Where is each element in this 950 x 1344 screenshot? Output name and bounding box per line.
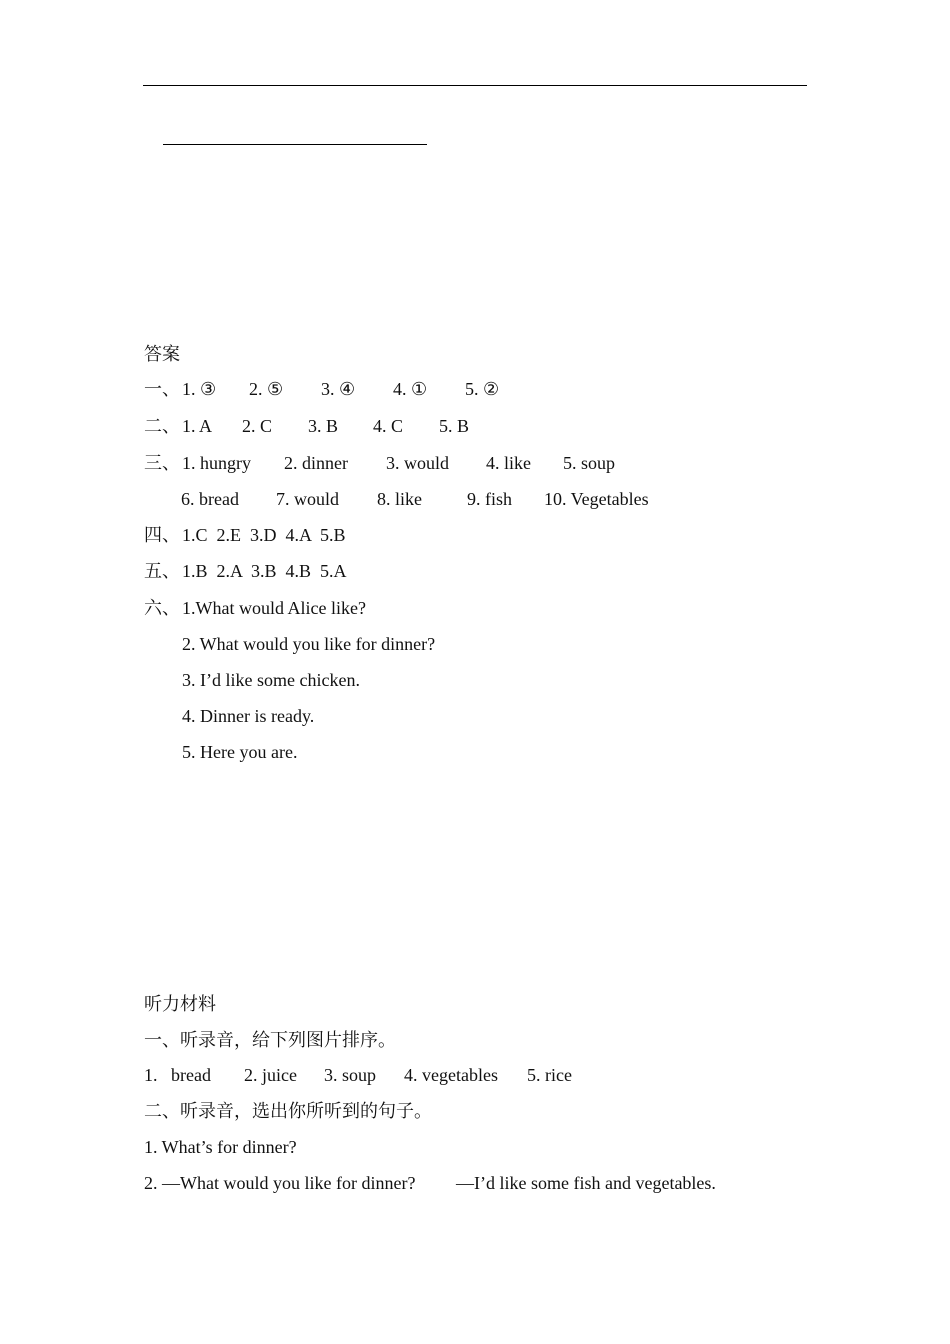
- answers-sec3-item: 1. hungry: [182, 453, 251, 473]
- listening-sec2-line: 2. —What would you like for dinner?: [144, 1173, 416, 1193]
- answers-sec1-item: 5. ②: [465, 379, 500, 399]
- answers-sec3-item: 2. dinner: [284, 453, 348, 473]
- answers-sec6-line: 4. Dinner is ready.: [182, 706, 315, 726]
- answers-sec2-item: 3. B: [308, 416, 339, 436]
- answers-sec3-item: 10. Vegetables: [544, 489, 649, 509]
- answers-sec6-line: 5. Here you are.: [182, 742, 298, 762]
- listening-sec2-title: 二、听录音，选出你所听到的句子。: [144, 1101, 432, 1121]
- answers-sec1-item: 4. ①: [393, 379, 428, 399]
- answers-sec3-item: 7. would: [276, 489, 339, 509]
- answers-sec2-item: 4. C: [373, 416, 404, 436]
- answers-sec6-prefix: 六、: [144, 598, 180, 618]
- answers-sec3-item: 4. like: [486, 453, 531, 473]
- answers-heading: 答案: [144, 344, 180, 364]
- answers-sec3-item: 6. bread: [181, 489, 239, 509]
- answer-blank-line: [163, 144, 427, 145]
- answers-sec2-prefix: 二、: [144, 416, 180, 436]
- top-rule: [143, 85, 807, 86]
- answers-sec1-item: 3. ④: [321, 379, 356, 399]
- listening-sec2-line: —I’d like some fish and vegetables.: [456, 1173, 716, 1193]
- listening-sec2-line: 1. What’s for dinner?: [144, 1137, 297, 1157]
- answers-sec6-line: 3. I’d like some chicken.: [182, 670, 360, 690]
- listening-heading: 听力材料: [144, 994, 216, 1014]
- listening-sec1-item: 5. rice: [527, 1065, 572, 1085]
- answers-sec3-item: 3. would: [386, 453, 449, 473]
- listening-sec1-title: 一、听录音，给下列图片排序。: [144, 1030, 396, 1050]
- answers-sec3-item: 8. like: [377, 489, 422, 509]
- answers-sec4-prefix: 四、: [144, 525, 180, 545]
- answers-sec2-item: 2. C: [242, 416, 273, 436]
- answers-sec1-item: 2. ⑤: [249, 379, 284, 399]
- answers-sec3-item: 9. fish: [467, 489, 512, 509]
- answers-sec2-item: 1. A: [182, 416, 213, 436]
- answers-sec1-item: 1. ③: [182, 379, 217, 399]
- listening-sec1-item: 1. bread: [144, 1065, 211, 1085]
- answers-sec5-text: 1.B 2.A 3.B 4.B 5.A: [182, 561, 347, 581]
- answers-sec1-prefix: 一、: [144, 379, 180, 399]
- answers-sec3-prefix: 三、: [144, 453, 180, 473]
- listening-sec1-item: 2. juice: [244, 1065, 297, 1085]
- answers-sec6-line: 1.What would Alice like?: [182, 598, 366, 618]
- answers-sec4-text: 1.C 2.E 3.D 4.A 5.B: [182, 525, 346, 545]
- answers-sec2-item: 5. B: [439, 416, 470, 436]
- listening-sec1-item: 3. soup: [324, 1065, 377, 1085]
- listening-sec1-item: 4. vegetables: [404, 1065, 498, 1085]
- answers-sec3-item: 5. soup: [563, 453, 616, 473]
- answers-sec6-line: 2. What would you like for dinner?: [182, 634, 436, 654]
- answers-sec5-prefix: 五、: [144, 561, 180, 581]
